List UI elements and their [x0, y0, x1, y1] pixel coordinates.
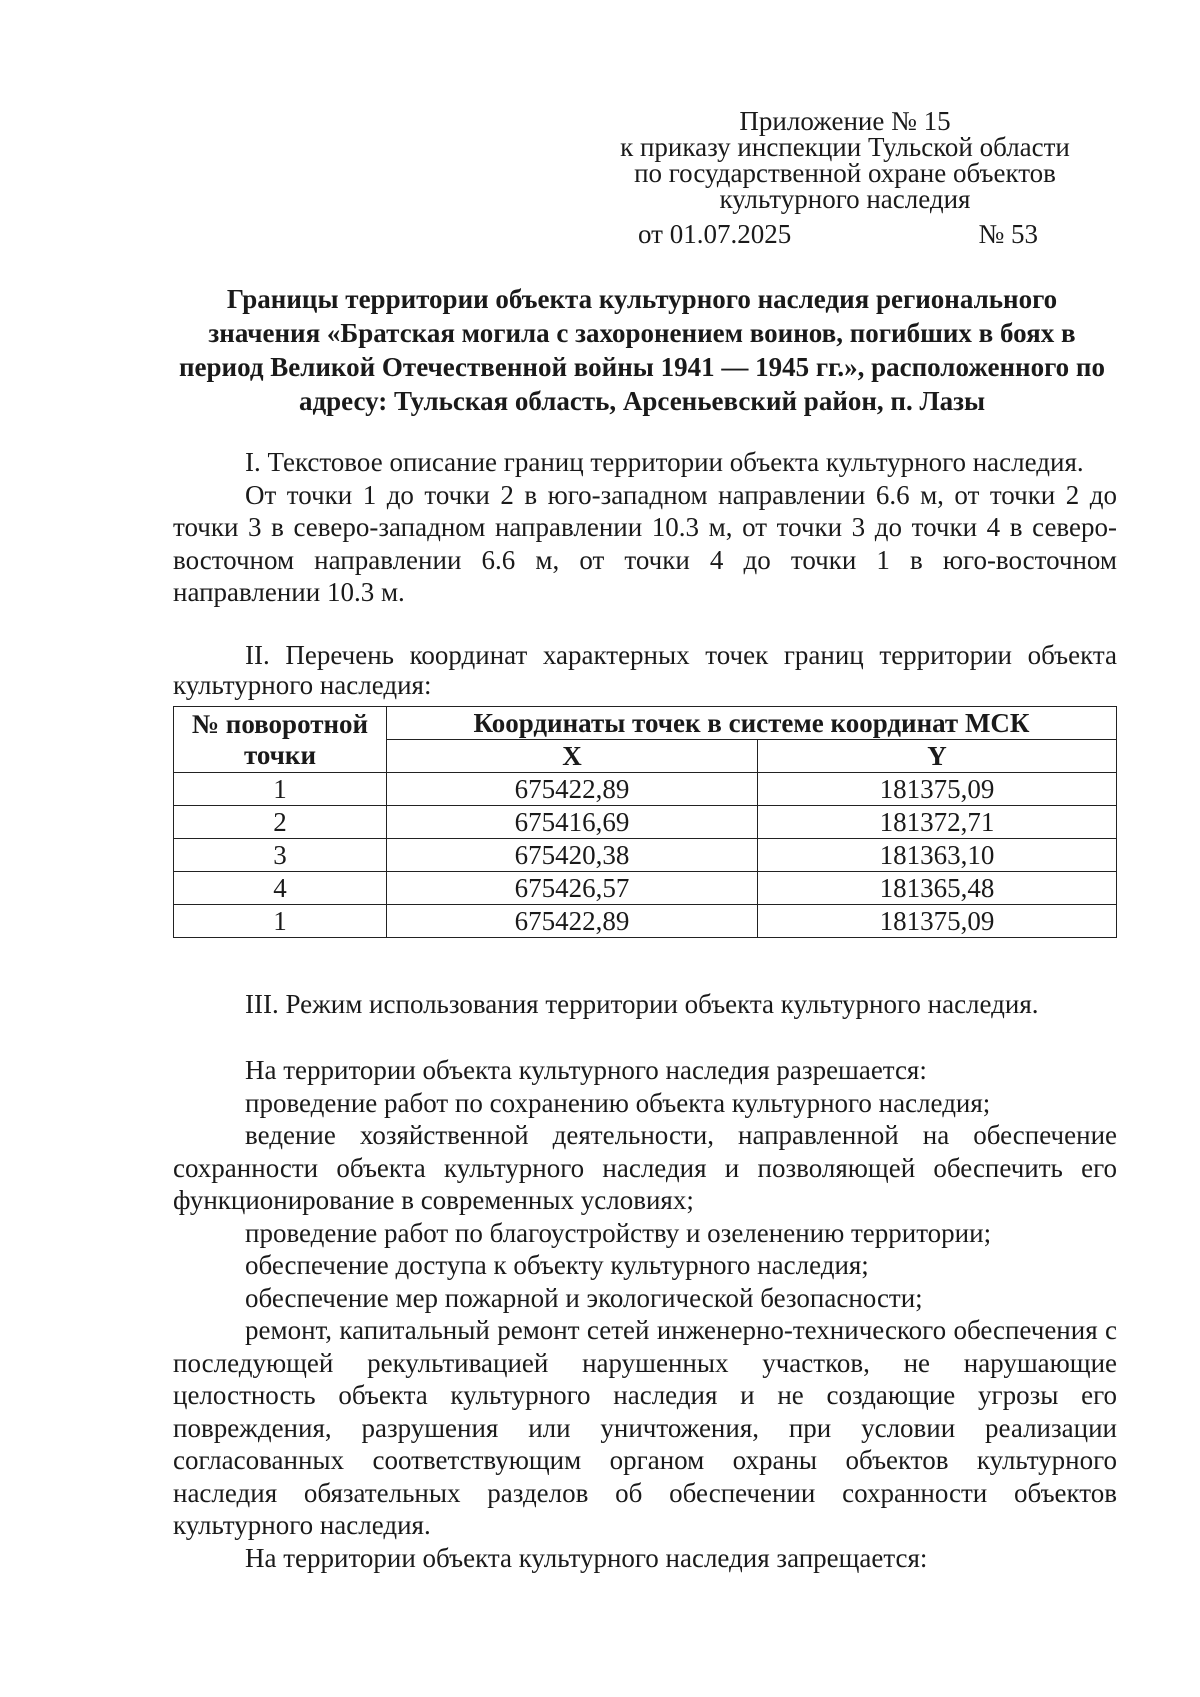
- section-1-text: От точки 1 до точки 2 в юго-западном направлении 6.6 м, от точки 2 до точки 3 в северо-западном направлении 10.3 м, от точки 3 до точки 4 в северо-восточном направлении 6.6 м, от точки 4 до точки 1 в юго-восточном направлении 10.3 м.: [173, 479, 1117, 607]
- order-date-number: [638, 218, 1038, 248]
- section-3-heading: III. Режим использования территории объекта культурного наследия.: [245, 989, 1039, 1019]
- cell-point: 1: [174, 905, 387, 938]
- forbidden-intro: На территории объекта культурного наследия запрещается:: [245, 1542, 928, 1573]
- order-number: № 53: [978, 219, 1038, 249]
- section-1-heading: I. Текстовое описание границ территории объекта культурного наследия.: [245, 447, 1084, 477]
- section-2-heading: II. Перечень координат характерных точек границ территории объекта культурного наследия:: [173, 640, 1117, 700]
- section-3: [173, 1054, 1117, 1574]
- section-3-heading-block: [173, 988, 1117, 1021]
- coordinates-table: [173, 706, 1117, 938]
- col-header-coords: Координаты точек в системе координат МСК: [387, 707, 1117, 740]
- section-1: [173, 446, 1117, 609]
- cell-y: 181365,48: [758, 872, 1117, 905]
- col-header-y: Y: [758, 740, 1117, 773]
- table-row: [174, 905, 1117, 938]
- table-row: [174, 773, 1117, 806]
- cell-x: 675416,69: [387, 806, 758, 839]
- allowed-item: ремонт, капитальный ремонт сетей инженерно-технического обеспечения с последующей рекультивацией нарушенных участков, не нарушающие целостность объекта культурного наследия и не создающие угрозы его повреждения, разрушения или уничтожения, при условии реализации согласованных соответствующим органом охраны объектов культурного наследия обязательных разделов об обеспечении сохранности объектов культурного наследия.: [173, 1315, 1117, 1540]
- allowed-item: проведение работ по благоустройству и озеленению территории;: [245, 1217, 992, 1248]
- allowed-item: ведение хозяйственной деятельности, направленной на обеспечение сохранности объекта культурного наследия и позволяющей обеспечить его функционирование в современных условиях;: [173, 1120, 1117, 1215]
- cell-point: 4: [174, 872, 387, 905]
- document-title: Границы территории объекта культурного наследия регионального значения «Братская могила с захоронением воинов, погибших в боях в период Великой Отечественной войны 1941 — 1945 гг.», расположенного по адресу: Тульская область, Арсеньевский район, п. Лазы: [178, 284, 1105, 416]
- appendix-order-ref: к приказу инспекции Тульской области: [620, 132, 1070, 162]
- table-row: [174, 839, 1117, 872]
- table-row: [174, 872, 1117, 905]
- appendix-header: [596, 108, 1094, 212]
- cell-point: 2: [174, 806, 387, 839]
- allowed-intro: На территории объекта культурного наследия разрешается:: [245, 1055, 927, 1085]
- cell-x: 675422,89: [387, 773, 758, 806]
- cell-y: 181372,71: [758, 806, 1117, 839]
- cell-point: 1: [174, 773, 387, 806]
- appendix-number: Приложение № 15: [739, 106, 951, 136]
- appendix-order-ref-2: по государственной охране объектов: [634, 158, 1056, 188]
- cell-y: 181363,10: [758, 839, 1117, 872]
- cell-x: 675426,57: [387, 872, 758, 905]
- cell-x: 675422,89: [387, 905, 758, 938]
- order-date: от 01.07.2025: [638, 219, 792, 249]
- cell-y: 181375,09: [758, 905, 1117, 938]
- table-row: [174, 806, 1117, 839]
- col-header-x: X: [387, 740, 758, 773]
- cell-y: 181375,09: [758, 773, 1117, 806]
- cell-point: 3: [174, 839, 387, 872]
- section-2: [173, 640, 1117, 700]
- appendix-order-ref-3: культурного наследия: [719, 184, 971, 214]
- allowed-item: обеспечение доступа к объекту культурного наследия;: [245, 1250, 869, 1280]
- cell-x: 675420,38: [387, 839, 758, 872]
- allowed-item: проведение работ по сохранению объекта культурного наследия;: [245, 1087, 991, 1118]
- allowed-item: обеспечение мер пожарной и экологической безопасности;: [245, 1282, 923, 1313]
- col-header-point: № поворотной точки: [174, 707, 387, 773]
